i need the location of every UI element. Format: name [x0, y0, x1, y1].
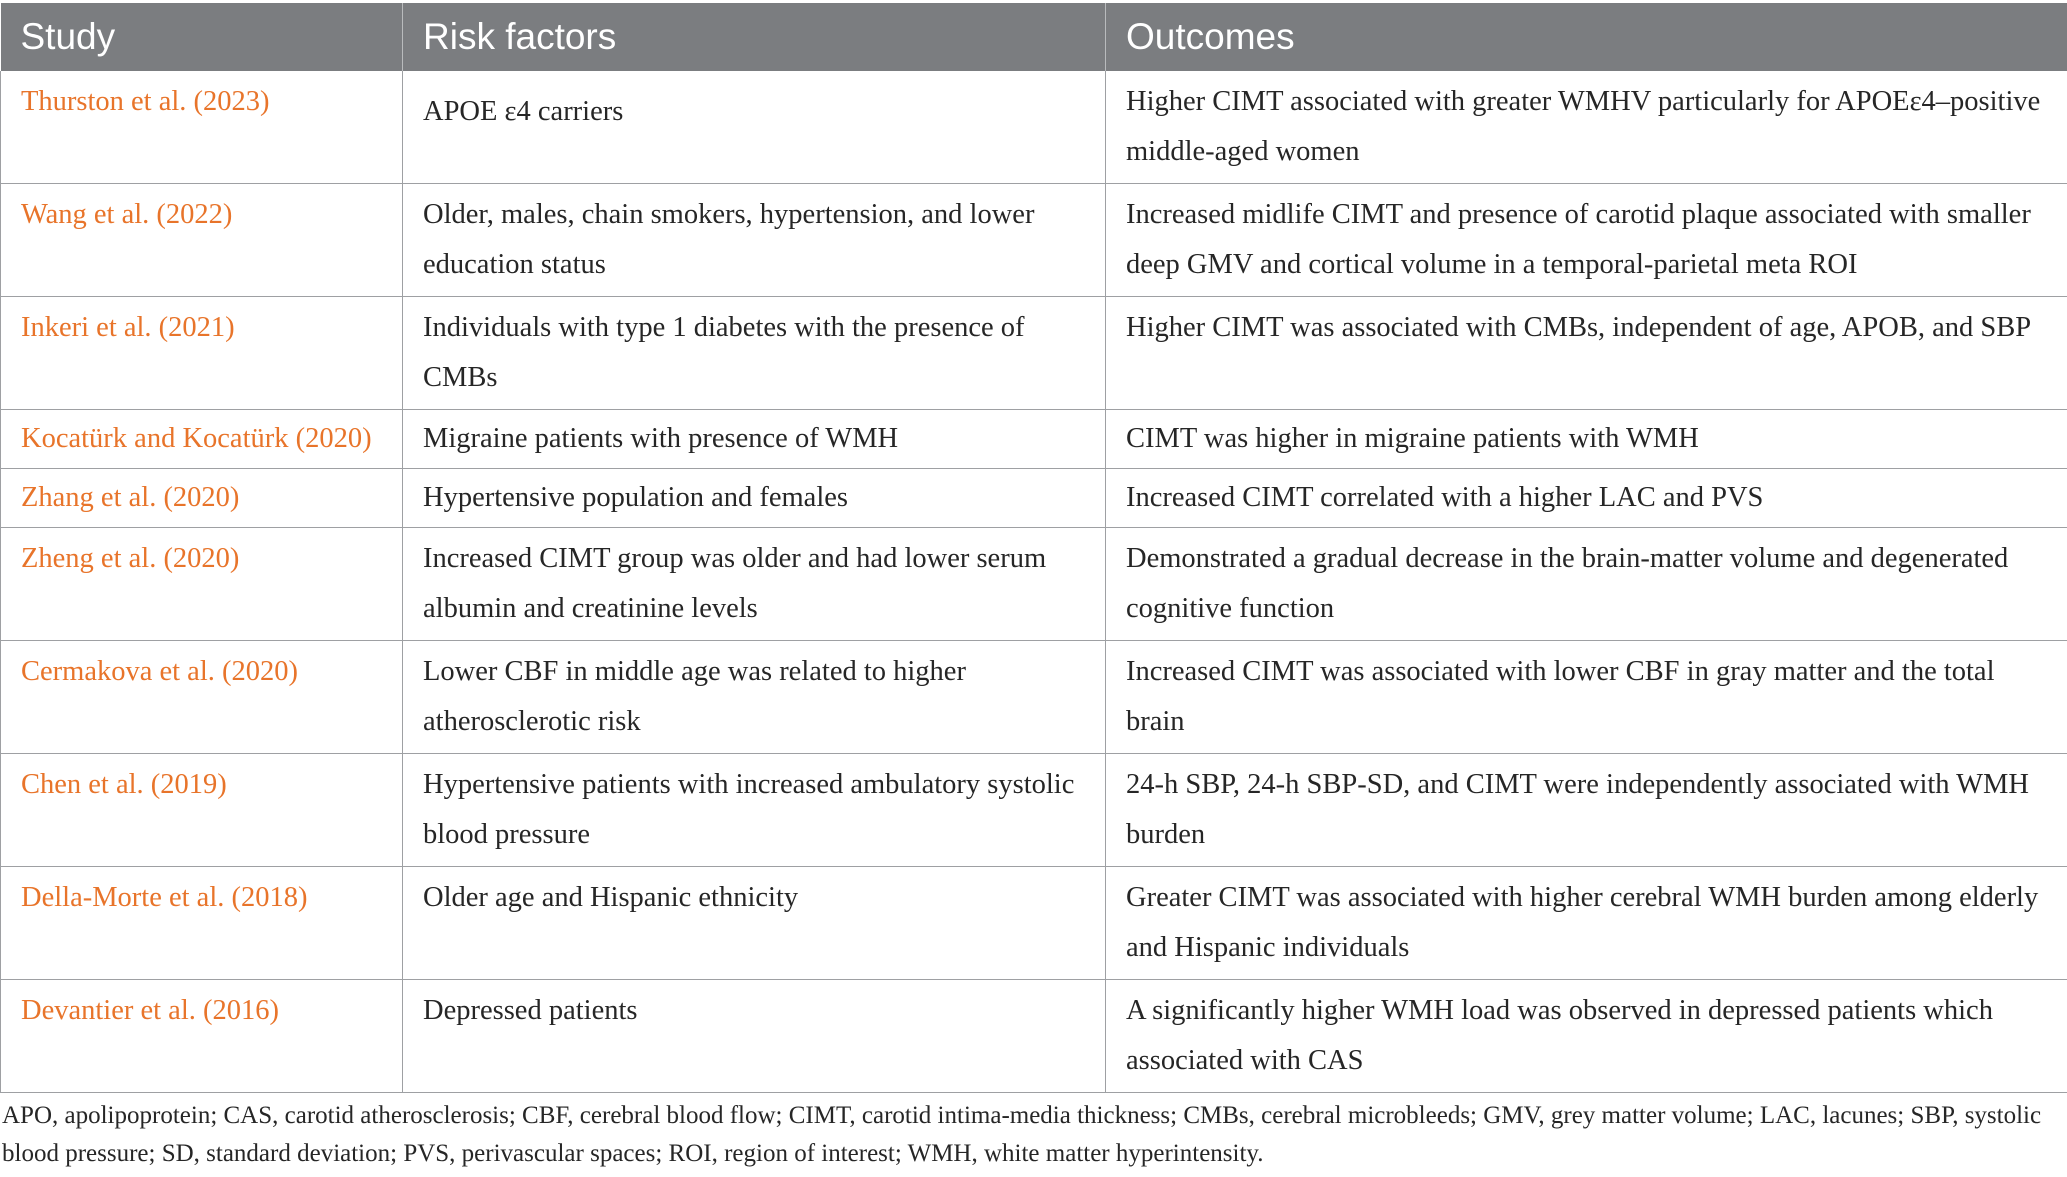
outcomes-cell: CIMT was higher in migraine patients with WMH: [1106, 410, 2067, 469]
outcomes-cell: Increased CIMT was associated with lower CBF in gray matter and the total brain: [1106, 641, 2067, 754]
studies-table: [0, 3, 2067, 1093]
table-row: [1, 71, 2067, 184]
table-footnote: APO, apolipoprotein; CAS, carotid atherosclerosis; CBF, cerebral blood flow; CIMT, carotid intima-media thickness; CMBs, cerebral microbleeds; GMV, grey matter volume; LAC, lacunes; SBP, systolic blood pressure; SD, standard deviation; PVS, perivascular spaces; ROI, region of interest; WMH, white matter hyperintensity.: [2, 1102, 2042, 1167]
outcomes-cell: 24-h SBP, 24-h SBP-SD, and CIMT were independently associated with WMH burden: [1106, 754, 2067, 867]
study-link[interactable]: Cermakova et al. (2020): [1, 641, 403, 754]
table-header: [1, 3, 2067, 71]
study-link[interactable]: Della-Morte et al. (2018): [1, 867, 403, 980]
outcomes-cell: Increased midlife CIMT and presence of carotid plaque associated with smaller deep GMV and cortical volume in a temporal-parietal meta ROI: [1106, 184, 2067, 297]
outcomes-cell: Higher CIMT was associated with CMBs, independent of age, APOB, and SBP: [1106, 297, 2067, 410]
risk-factors-cell: Depressed patients: [403, 980, 1106, 1093]
table-body: [1, 71, 2067, 1093]
table-row: [1, 867, 2067, 980]
study-link[interactable]: Kocatürk and Kocatürk (2020): [1, 410, 403, 469]
table-row: [1, 980, 2067, 1093]
table-row: [1, 297, 2067, 410]
risk-factors-cell: Increased CIMT group was older and had lower serum albumin and creatinine levels: [403, 528, 1106, 641]
risk-factors-cell: APOE ε4 carriers: [403, 71, 1106, 184]
risk-factors-cell: Migraine patients with presence of WMH: [403, 410, 1106, 469]
header-outcomes: Outcomes: [1106, 3, 2067, 71]
outcomes-cell: Greater CIMT was associated with higher cerebral WMH burden among elderly and Hispanic individuals: [1106, 867, 2067, 980]
study-link[interactable]: Inkeri et al. (2021): [1, 297, 403, 410]
study-link[interactable]: Chen et al. (2019): [1, 754, 403, 867]
table-row: [1, 469, 2067, 528]
header-risk-factors: Risk factors: [403, 3, 1106, 71]
study-link[interactable]: Wang et al. (2022): [1, 184, 403, 297]
risk-factors-cell: Lower CBF in middle age was related to higher atherosclerotic risk: [403, 641, 1106, 754]
outcomes-cell: Demonstrated a gradual decrease in the brain-matter volume and degenerated cognitive function: [1106, 528, 2067, 641]
risk-factors-cell: Older, males, chain smokers, hypertension, and lower education status: [403, 184, 1106, 297]
risk-factors-cell: Older age and Hispanic ethnicity: [403, 867, 1106, 980]
study-link[interactable]: Thurston et al. (2023): [1, 71, 403, 184]
header-row: [1, 3, 2067, 71]
study-link[interactable]: Devantier et al. (2016): [1, 980, 403, 1093]
outcomes-cell: Higher CIMT associated with greater WMHV particularly for APOEε4–positive middle-aged women: [1106, 71, 2067, 184]
study-link[interactable]: Zhang et al. (2020): [1, 469, 403, 528]
table-row: [1, 641, 2067, 754]
risk-factors-cell: Individuals with type 1 diabetes with the presence of CMBs: [403, 297, 1106, 410]
outcomes-cell: A significantly higher WMH load was observed in depressed patients which associated with CAS: [1106, 980, 2067, 1093]
header-study: Study: [1, 3, 403, 71]
studies-table-container: [0, 3, 2067, 1093]
table-row: [1, 410, 2067, 469]
table-row: [1, 754, 2067, 867]
table-row: [1, 528, 2067, 641]
risk-factors-cell: Hypertensive population and females: [403, 469, 1106, 528]
study-link[interactable]: Zheng et al. (2020): [1, 528, 403, 641]
outcomes-cell: Increased CIMT correlated with a higher LAC and PVS: [1106, 469, 2067, 528]
risk-factors-cell: Hypertensive patients with increased ambulatory systolic blood pressure: [403, 754, 1106, 867]
table-row: [1, 184, 2067, 297]
